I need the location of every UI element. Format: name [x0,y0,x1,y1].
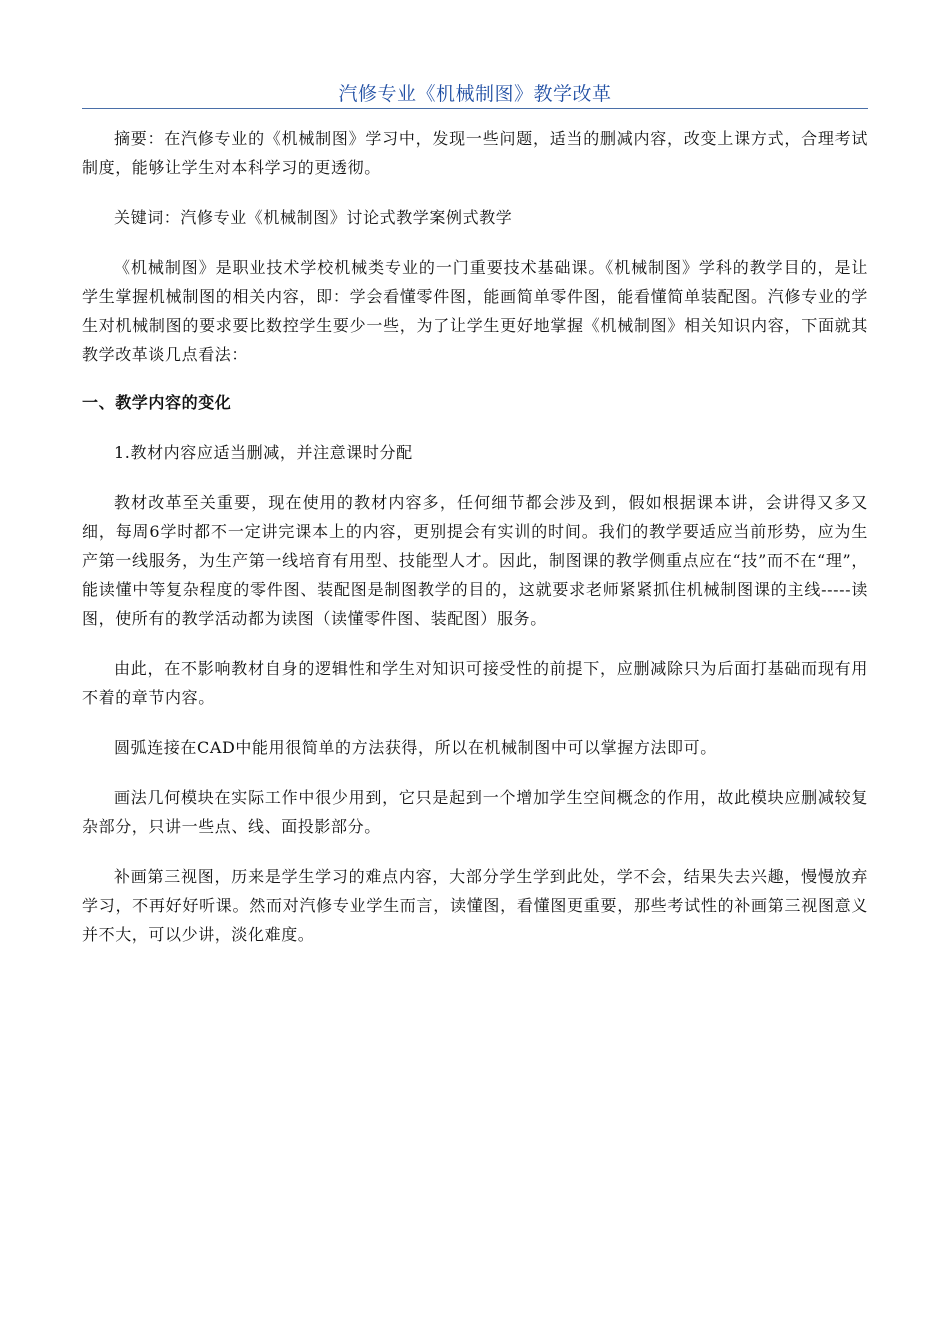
abstract-paragraph: 摘要：在汽修专业的《机械制图》学习中，发现一些问题，适当的删减内容，改变上课方式，合理考试制度，能够让学生对本科学习的更透彻。 [82,129,868,177]
body-paragraph-3: 圆弧连接在CAD中能用很简单的方法获得，所以在机械制图中可以掌握方法即可。 [114,738,717,757]
document-body [82,124,868,949]
keywords-paragraph: 关键词：汽修专业《机械制图》讨论式教学案例式教学 [114,208,513,227]
body-paragraph-5: 补画第三视图，历来是学生学习的难点内容，大部分学生学到此处，学不会，结果失去兴趣，慢慢放弃学习，不再好好听课。然而对汽修专业学生而言，读懂图，看懂图更重要，那些考试性的补画第三视图意义并不大，可以少讲，淡化难度。 [82,867,868,944]
body-paragraph-2: 由此，在不影响教材自身的逻辑性和学生对知识可接受性的前提下，应删减除只为后面打基础而现有用不着的章节内容。 [82,659,868,707]
body-paragraph-1: 教材改革至关重要，现在使用的教材内容多，任何细节都会涉及到，假如根据课本讲，会讲得又多又细，每周6学时都不一定讲完课本上的内容，更别提会有实训的时间。我们的教学要适应当前形势，应为生产第一线服务，为生产第一线培育有用型、技能型人才。因此，制图课的教学侧重点应在“技”而不在“理”，能读懂中等复杂程度的零件图、装配图是制图教学的目的，这就要求老师紧紧抓住机械制图课的主线-----读图，使所有的教学活动都为读图（读懂零件图、装配图）服务。 [82,493,868,628]
subsection-heading: 1.教材内容应适当删减，并注意课时分配 [114,443,413,462]
intro-paragraph: 《机械制图》是职业技术学校机械类专业的一门重要技术基础课。《机械制图》学科的教学目的，是让学生掌握机械制图的相关内容，即：学会看懂零件图，能画简单零件图，能看懂简单装配图。汽修专业的学生对机械制图的要求要比数控学生要少一些，为了让学生更好地掌握《机械制图》相关知识内容，下面就其教学改革谈几点看法： [82,258,868,364]
body-paragraph-4: 画法几何模块在实际工作中很少用到，它只是起到一个增加学生空间概念的作用，故此模块应删减较复杂部分，只讲一些点、线、面投影部分。 [82,788,868,836]
title-divider [82,108,868,109]
section-heading: 一、教学内容的变化 [82,393,232,412]
document-title: 汽修专业《机械制图》教学改革 [338,83,612,105]
